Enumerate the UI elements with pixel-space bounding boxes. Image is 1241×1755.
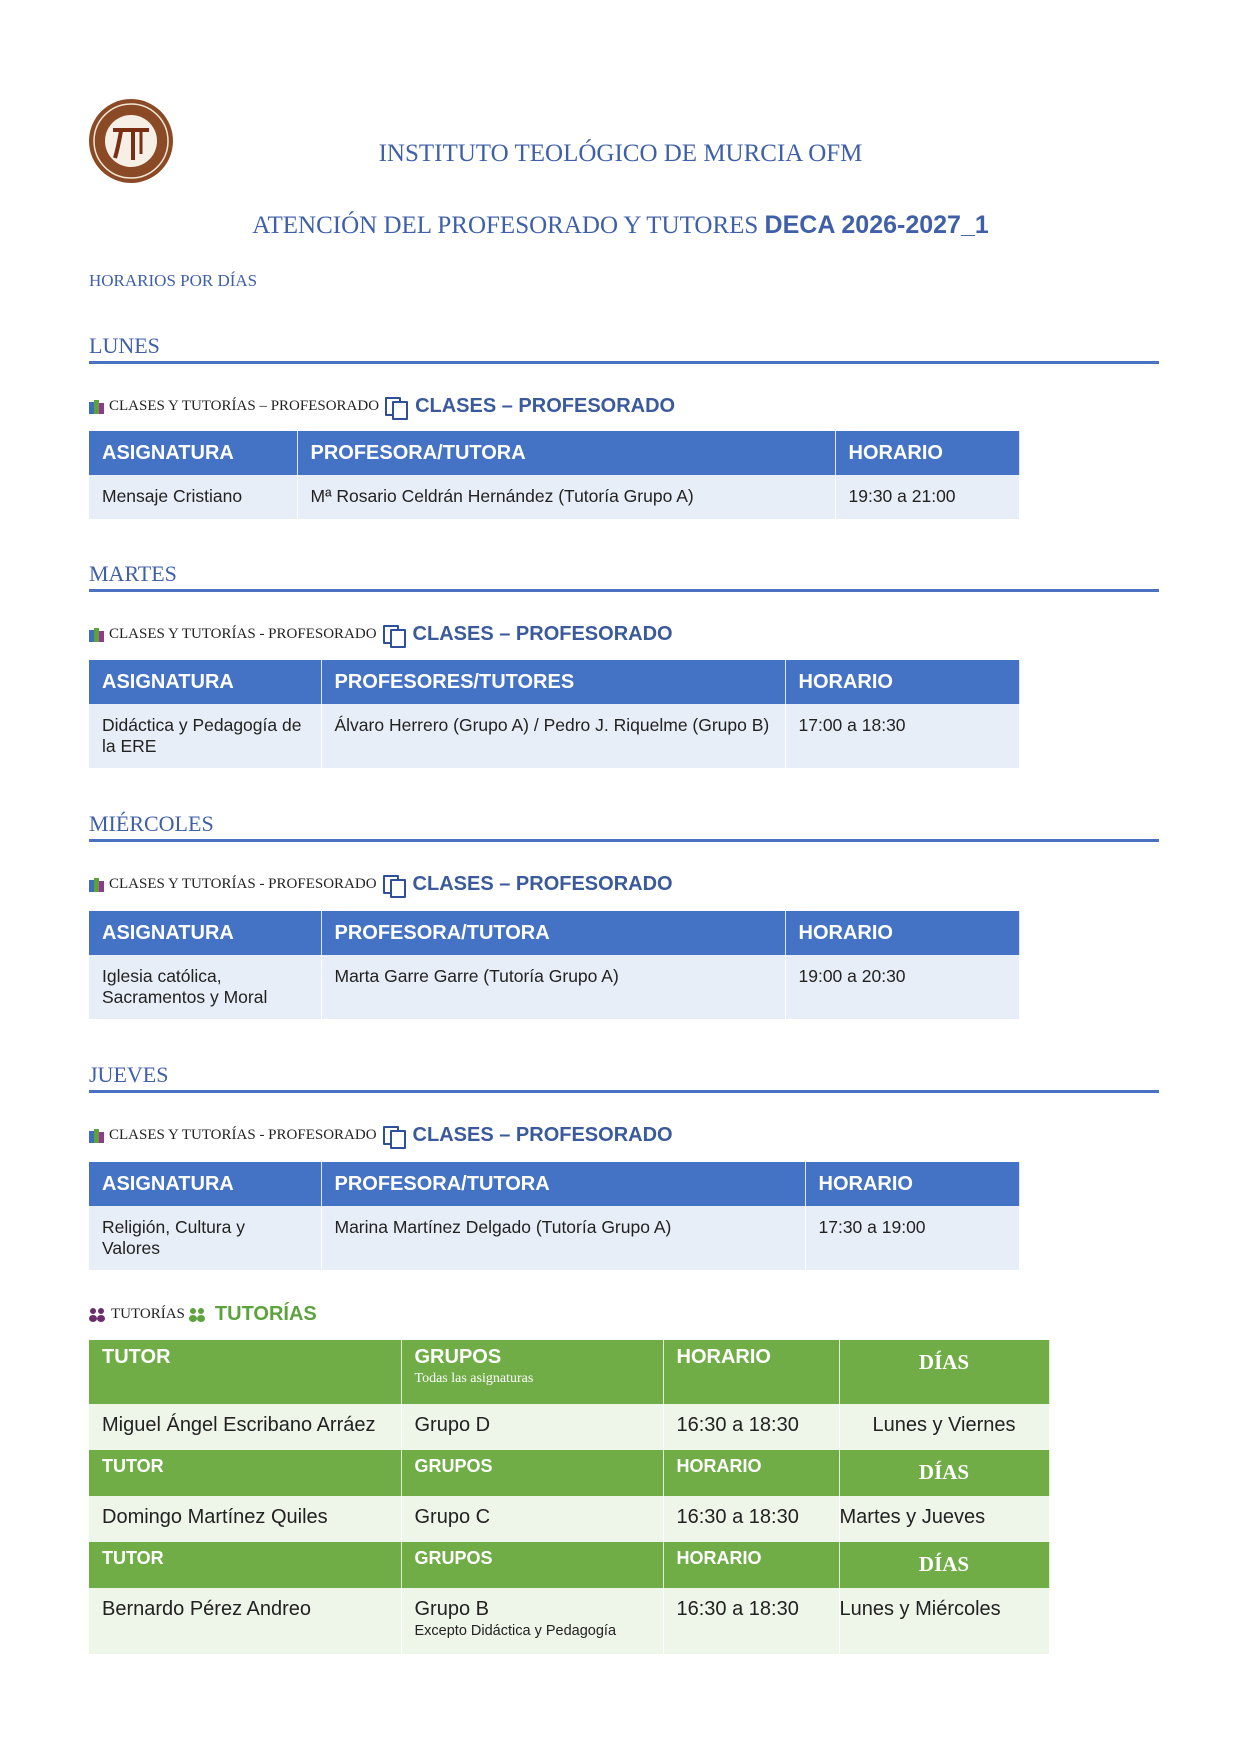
copy-icon	[383, 875, 405, 895]
tutorias-header-row	[89, 1450, 1049, 1496]
subheading-large: CLASES – PROFESORADO	[412, 623, 673, 645]
subheading-tutorias	[89, 1303, 317, 1326]
col-header-tutor: TUTOR	[89, 1340, 401, 1404]
col-header-profesor: PROFESORA/TUTORA	[321, 911, 785, 955]
cell-tutor: Miguel Ángel Escribano Arráez	[89, 1404, 401, 1450]
cell-asignatura: Didáctica y Pedagogía de la ERE	[89, 704, 321, 768]
col-header-horario: HORARIO	[663, 1340, 839, 1404]
cell-tutor: Bernardo Pérez Andreo	[89, 1588, 401, 1654]
people-icon-small	[89, 1308, 107, 1322]
people-icon-green	[189, 1308, 207, 1322]
tutorias-table	[89, 1340, 1050, 1654]
books-icon	[89, 1129, 105, 1143]
col-header-tutor: TUTOR	[89, 1450, 401, 1496]
subheading-large: CLASES – PROFESORADO	[412, 1124, 673, 1146]
cell-asignatura: Religión, Cultura y Valores	[89, 1206, 321, 1270]
subheading-martes	[89, 623, 673, 646]
col-header-profesores: PROFESORES/TUTORES	[321, 660, 785, 704]
table-row	[89, 955, 1019, 1019]
cell-horario: 17:00 a 18:30	[785, 704, 1019, 768]
cell-profesor: Marta Garre Garre (Tutoría Grupo A)	[321, 955, 785, 1019]
subheading-large: CLASES – PROFESORADO	[415, 395, 676, 417]
col-header-profesor: PROFESORA/TUTORA	[297, 431, 835, 475]
table-lunes	[89, 431, 1020, 519]
subheading-small: CLASES Y TUTORÍAS - PROFESORADO	[109, 626, 377, 642]
cell-horario: 16:30 a 18:30	[663, 1496, 839, 1542]
books-icon	[89, 628, 105, 642]
subheading-small: CLASES Y TUTORÍAS - PROFESORADO	[109, 876, 377, 892]
grupo-label: Grupo B	[414, 1598, 489, 1620]
col-header-horario: HORARIO	[805, 1162, 1019, 1206]
cell-dias: Martes y Jueves	[839, 1496, 1049, 1542]
day-heading-jueves: JUEVES	[89, 1062, 1159, 1093]
col-header-profesor: PROFESORA/TUTORA	[321, 1162, 805, 1206]
col-header-horario: HORARIO	[785, 660, 1019, 704]
col-header-grupos	[401, 1340, 663, 1404]
table-miercoles	[89, 911, 1020, 1019]
document-title	[0, 211, 1241, 240]
day-heading-miercoles: MIÉRCOLES	[89, 811, 1159, 842]
table-jueves	[89, 1162, 1020, 1270]
copy-icon	[383, 1126, 405, 1146]
subheading-large: CLASES – PROFESORADO	[412, 873, 673, 895]
subheading-jueves	[89, 1124, 673, 1147]
table-header-row	[89, 911, 1019, 955]
cell-horario: 16:30 a 18:30	[663, 1404, 839, 1450]
cell-horario: 17:30 a 19:00	[805, 1206, 1019, 1270]
table-header-row	[89, 1162, 1019, 1206]
cell-horario: 19:00 a 20:30	[785, 955, 1019, 1019]
grupos-label: GRUPOS	[414, 1346, 502, 1368]
table-header-row	[89, 431, 1019, 475]
cell-profesor: Marina Martínez Delgado (Tutoría Grupo A)	[321, 1206, 805, 1270]
grupos-note: Todas las asignaturas	[414, 1371, 534, 1386]
cell-dias: Lunes y Miércoles	[839, 1588, 1049, 1654]
col-header-horario: HORARIO	[835, 431, 1019, 475]
cell-tutor: Domingo Martínez Quiles	[89, 1496, 401, 1542]
col-header-horario: HORARIO	[785, 911, 1019, 955]
subheading-small: CLASES Y TUTORÍAS - PROFESORADO	[109, 1127, 377, 1143]
subheading-small: TUTORÍAS	[111, 1306, 185, 1322]
cell-asignatura: Mensaje Cristiano	[89, 475, 297, 519]
tutorias-header-row	[89, 1542, 1049, 1588]
table-martes	[89, 660, 1020, 768]
col-header-dias: DÍAS	[839, 1340, 1049, 1404]
col-header-horario: HORARIO	[663, 1450, 839, 1496]
subheading-large: TUTORÍAS	[214, 1303, 317, 1325]
table-row	[89, 475, 1019, 519]
col-header-grupos: GRUPOS	[401, 1542, 663, 1588]
col-header-dias: DÍAS	[839, 1450, 1049, 1496]
copy-icon	[383, 625, 405, 645]
title-code: DECA 2026-2027_1	[764, 211, 989, 239]
cell-grupo: Grupo C	[401, 1496, 663, 1542]
col-header-dias: DÍAS	[839, 1542, 1049, 1588]
table-row	[89, 704, 1019, 768]
col-header-asignatura: ASIGNATURA	[89, 431, 297, 475]
col-header-tutor: TUTOR	[89, 1542, 401, 1588]
cell-grupo	[401, 1588, 663, 1654]
copy-icon	[385, 397, 407, 417]
cell-grupo: Grupo D	[401, 1404, 663, 1450]
institute-name: INSTITUTO TEOLÓGICO DE MURCIA OFM	[378, 140, 863, 167]
cell-profesor: Mª Rosario Celdrán Hernández (Tutoría Grupo A)	[297, 475, 835, 519]
table-header-row	[89, 660, 1019, 704]
section-subtitle: HORARIOS POR DÍAS	[89, 271, 258, 290]
cell-asignatura: Iglesia católica, Sacramentos y Moral	[89, 955, 321, 1019]
cell-horario: 19:30 a 21:00	[835, 475, 1019, 519]
books-icon	[89, 400, 105, 414]
col-header-grupos: GRUPOS	[401, 1450, 663, 1496]
col-header-asignatura: ASIGNATURA	[89, 911, 321, 955]
title-prefix: ATENCIÓN DEL PROFESORADO Y TUTORES	[252, 212, 759, 239]
col-header-asignatura: ASIGNATURA	[89, 1162, 321, 1206]
col-header-horario: HORARIO	[663, 1542, 839, 1588]
grupo-note: Excepto Didáctica y Pedagogía	[414, 1623, 617, 1639]
subheading-lunes	[89, 395, 675, 418]
cell-profesor: Álvaro Herrero (Grupo A) / Pedro J. Riquelme (Grupo B)	[321, 704, 785, 768]
table-row	[89, 1496, 1049, 1542]
cell-horario: 16:30 a 18:30	[663, 1588, 839, 1654]
books-icon	[89, 878, 105, 892]
subheading-small: CLASES Y TUTORÍAS – PROFESORADO	[109, 398, 380, 414]
day-heading-martes: MARTES	[89, 561, 1159, 592]
tutorias-header-row	[89, 1340, 1049, 1404]
day-heading-lunes: LUNES	[89, 333, 1159, 364]
col-header-asignatura: ASIGNATURA	[89, 660, 321, 704]
table-row	[89, 1404, 1049, 1450]
table-row	[89, 1206, 1019, 1270]
cell-dias: Lunes y Viernes	[839, 1404, 1049, 1450]
table-row	[89, 1588, 1049, 1654]
subheading-miercoles	[89, 873, 673, 896]
